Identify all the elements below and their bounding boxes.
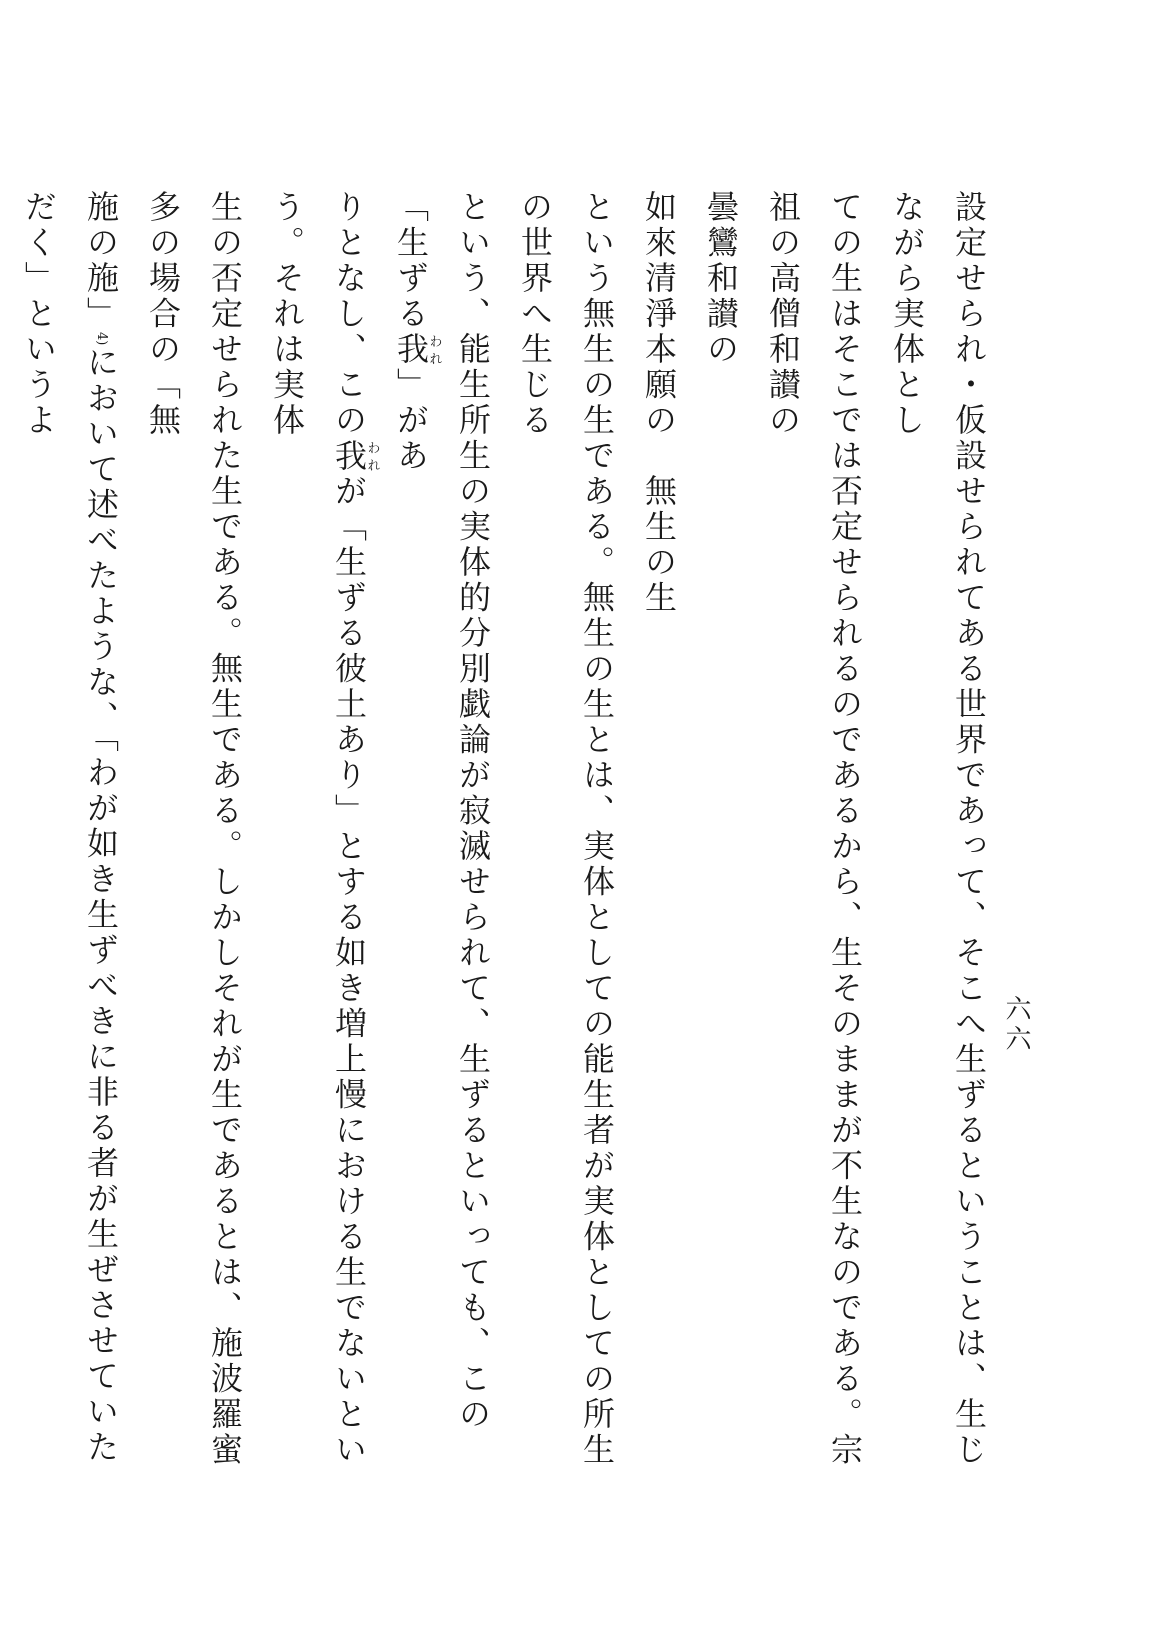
text-span: が「生ずる彼土あり」とする如き増上慢における生でないという。それは実体 [268, 190, 368, 1468]
text-span: という無生の生である。無生の生とは、実体としての能生者が実体としての所生の世界へ生じる [516, 190, 616, 1468]
ruby-reading: われ [364, 438, 380, 474]
text-line: 生の否定せられた生である。無生である。しかしそれが生であるとは、施波羅蜜多の場合の「無 [144, 190, 244, 1468]
text-line [8, 190, 132, 1490]
quote-phrase: 無生の生 [640, 474, 678, 616]
text-line [380, 190, 504, 1490]
ruby-word [330, 438, 380, 475]
text-line [256, 190, 380, 1490]
text-span: において述べたような、「わが如き生ずべきに非る者が生ぜさせていただく」というよ [20, 190, 120, 1466]
text-span: りとなし、この [330, 190, 368, 439]
wasan-quote [628, 190, 690, 1490]
text-span: 」があ [392, 367, 430, 474]
text-line: ての生はそこでは否定せられるのであるから、生そのままが不生なのである。宗祖の高僧和讃の [764, 190, 864, 1468]
ruby-base: 我 [330, 438, 368, 474]
quote-phrase: 如來清淨本願の [640, 190, 678, 439]
page-number: 六六 [1001, 995, 1031, 1055]
ruby-word [392, 332, 442, 368]
text-line: 曇鸞和讃の [702, 190, 740, 368]
text-span: 施の施」 [82, 190, 120, 332]
ruby-reading: われ [426, 332, 442, 368]
text-span: という、能生所生の実体的分別戯論が寂滅せられて、生ずるといっても、この「生ずる [392, 190, 492, 1433]
ruby-base: 我 [392, 332, 430, 368]
text-line: 設定せられ・仮設せられてある世界であって、そこへ生ずるということは、生じながら実体とし [888, 190, 988, 1468]
text-line [0, 190, 8, 1490]
text-line [504, 190, 628, 1490]
footnote-ref: 4) [94, 332, 109, 346]
body-text [20, 190, 1000, 1490]
